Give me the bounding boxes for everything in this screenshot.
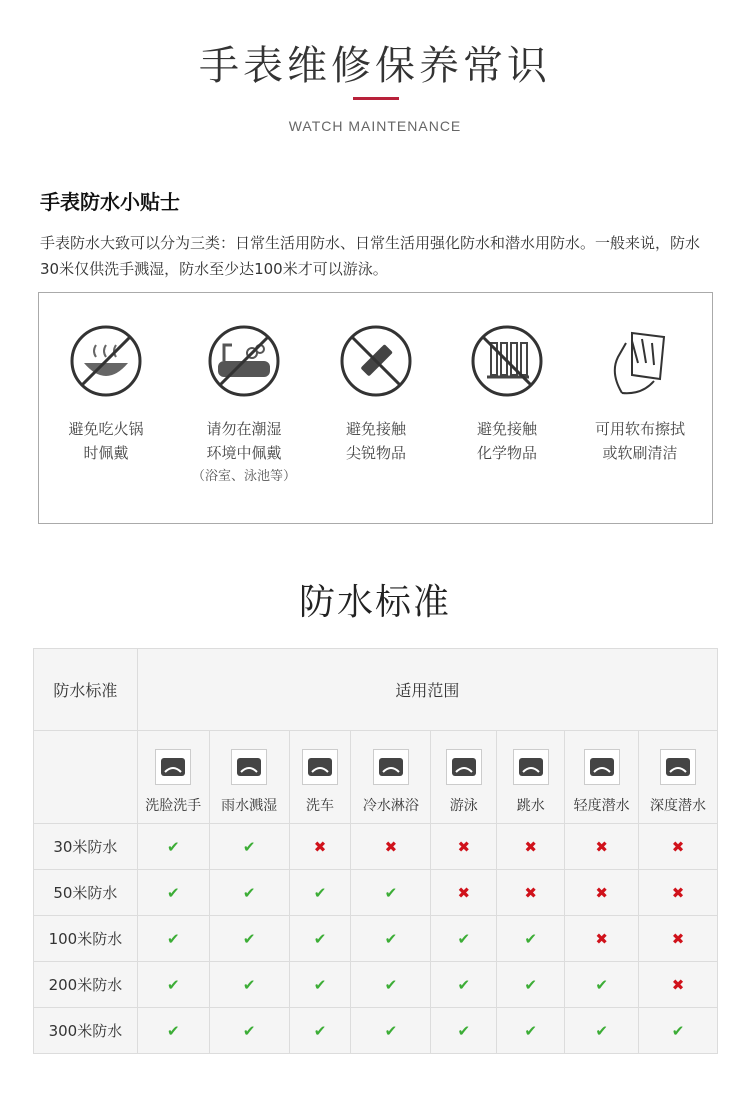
scope-cell	[565, 731, 639, 824]
cross-mark: ✖	[639, 824, 718, 870]
check-mark: ✔	[137, 824, 209, 870]
scope-label: 雨水溅湿	[221, 798, 278, 814]
tip-line2: 时佩戴	[83, 444, 129, 462]
scope-label: 跳水	[516, 798, 545, 814]
tips-text: 手表防水大致可以分为三类：日常生活用防水、日常生活用强化防水和潜水用防水。一般来说，防水30米仅供洗手溅湿，防水至少达100米才可以游泳。	[40, 234, 701, 278]
cross-mark: ✖	[431, 870, 497, 916]
check-mark: ✔	[431, 916, 497, 962]
car-wash-icon	[302, 749, 338, 785]
snorkel-icon	[584, 749, 620, 785]
scope-cell	[137, 731, 209, 824]
scope-label: 冷水淋浴	[362, 798, 419, 814]
tips-heading: 手表防水小贴士	[40, 190, 180, 214]
table-row	[34, 870, 718, 916]
rain-icon	[231, 749, 267, 785]
tip-line2: 环境中佩戴	[206, 444, 282, 462]
check-mark: ✔	[137, 962, 209, 1008]
col-header: 防水标准	[34, 649, 138, 731]
cross-mark: ✖	[565, 916, 639, 962]
diving-board-icon	[513, 749, 549, 785]
check-mark: ✔	[639, 1008, 718, 1054]
scope-cell	[497, 731, 565, 824]
row-label: 200米防水	[34, 962, 138, 1008]
tip-line1: 避免接触	[345, 420, 406, 438]
scope-header: 适用范围	[137, 649, 717, 731]
tip-line1: 可用软布擦拭	[594, 420, 685, 438]
scope-label: 轻度潜水	[573, 798, 630, 814]
check-mark: ✔	[497, 916, 565, 962]
cross-mark: ✖	[431, 824, 497, 870]
scope-cell	[639, 731, 718, 824]
cross-mark: ✖	[639, 870, 718, 916]
cross-mark: ✖	[639, 962, 718, 1008]
scope-label: 深度潜水	[650, 798, 707, 814]
check-mark: ✔	[565, 962, 639, 1008]
check-mark: ✔	[289, 916, 351, 962]
check-mark: ✔	[137, 916, 209, 962]
scope-label: 游泳	[449, 798, 478, 814]
table-row	[34, 1008, 718, 1054]
cross-mark: ✖	[565, 824, 639, 870]
check-mark: ✔	[351, 962, 431, 1008]
check-mark: ✔	[137, 1008, 209, 1054]
scope-cell	[289, 731, 351, 824]
waterproof-table	[33, 648, 718, 1054]
cross-mark: ✖	[497, 824, 565, 870]
check-mark: ✔	[289, 962, 351, 1008]
scope-label: 洗车	[306, 798, 334, 814]
bathtub-icon	[206, 323, 282, 399]
scope-cell	[431, 731, 497, 824]
page-title: 手表维修保养常识	[199, 43, 551, 89]
test-tubes-icon	[469, 323, 545, 399]
check-mark: ✔	[209, 1008, 289, 1054]
cross-mark: ✖	[289, 824, 351, 870]
row-label: 300米防水	[34, 1008, 138, 1054]
table-row	[34, 824, 718, 870]
cross-mark: ✖	[351, 824, 431, 870]
check-mark: ✔	[431, 962, 497, 1008]
tip-line2: 或软刷清洁	[602, 444, 678, 462]
faucet-icon	[155, 749, 191, 785]
check-mark: ✔	[137, 870, 209, 916]
tip-item	[575, 323, 705, 465]
table-row	[34, 916, 718, 962]
table-row	[34, 962, 718, 1008]
check-mark: ✔	[351, 1008, 431, 1054]
check-mark: ✔	[209, 962, 289, 1008]
tip-note: （浴室、泳池等）	[191, 469, 296, 484]
tip-line1: 避免吃火锅	[68, 420, 144, 438]
tip-item	[311, 323, 441, 465]
hot-pot-icon	[68, 323, 144, 399]
check-mark: ✔	[289, 870, 351, 916]
tip-item	[442, 323, 572, 465]
tip-item	[41, 323, 171, 465]
cross-mark: ✖	[497, 870, 565, 916]
shower-icon	[373, 749, 409, 785]
tips-box	[38, 292, 713, 524]
utility-knife-icon	[338, 323, 414, 399]
check-mark: ✔	[351, 870, 431, 916]
row-label: 50米防水	[34, 870, 138, 916]
tip-item	[179, 323, 309, 489]
cross-mark: ✖	[565, 870, 639, 916]
tip-line2: 化学物品	[476, 444, 537, 462]
standard-title: 防水标准	[298, 582, 451, 623]
row-label: 30米防水	[34, 824, 138, 870]
check-mark: ✔	[497, 962, 565, 1008]
check-mark: ✔	[351, 916, 431, 962]
check-mark: ✔	[565, 1008, 639, 1054]
scope-cell	[351, 731, 431, 824]
check-mark: ✔	[431, 1008, 497, 1054]
cross-mark: ✖	[639, 916, 718, 962]
check-mark: ✔	[209, 870, 289, 916]
check-mark: ✔	[497, 1008, 565, 1054]
scope-label: 洗脸洗手	[145, 798, 202, 814]
row-label: 100米防水	[34, 916, 138, 962]
empty-cell	[34, 731, 138, 824]
check-mark: ✔	[209, 824, 289, 870]
check-mark: ✔	[289, 1008, 351, 1054]
cloth-hand-icon	[602, 323, 678, 399]
check-mark: ✔	[209, 916, 289, 962]
title-accent-bar	[353, 97, 399, 100]
tip-line2: 尖锐物品	[345, 444, 406, 462]
swimming-icon	[446, 749, 482, 785]
tip-line1: 避免接触	[476, 420, 537, 438]
scuba-icon	[660, 749, 696, 785]
tip-line1: 请勿在潮湿	[206, 420, 282, 438]
page-subtitle: WATCH MAINTENANCE	[288, 118, 462, 134]
scope-cell	[209, 731, 289, 824]
